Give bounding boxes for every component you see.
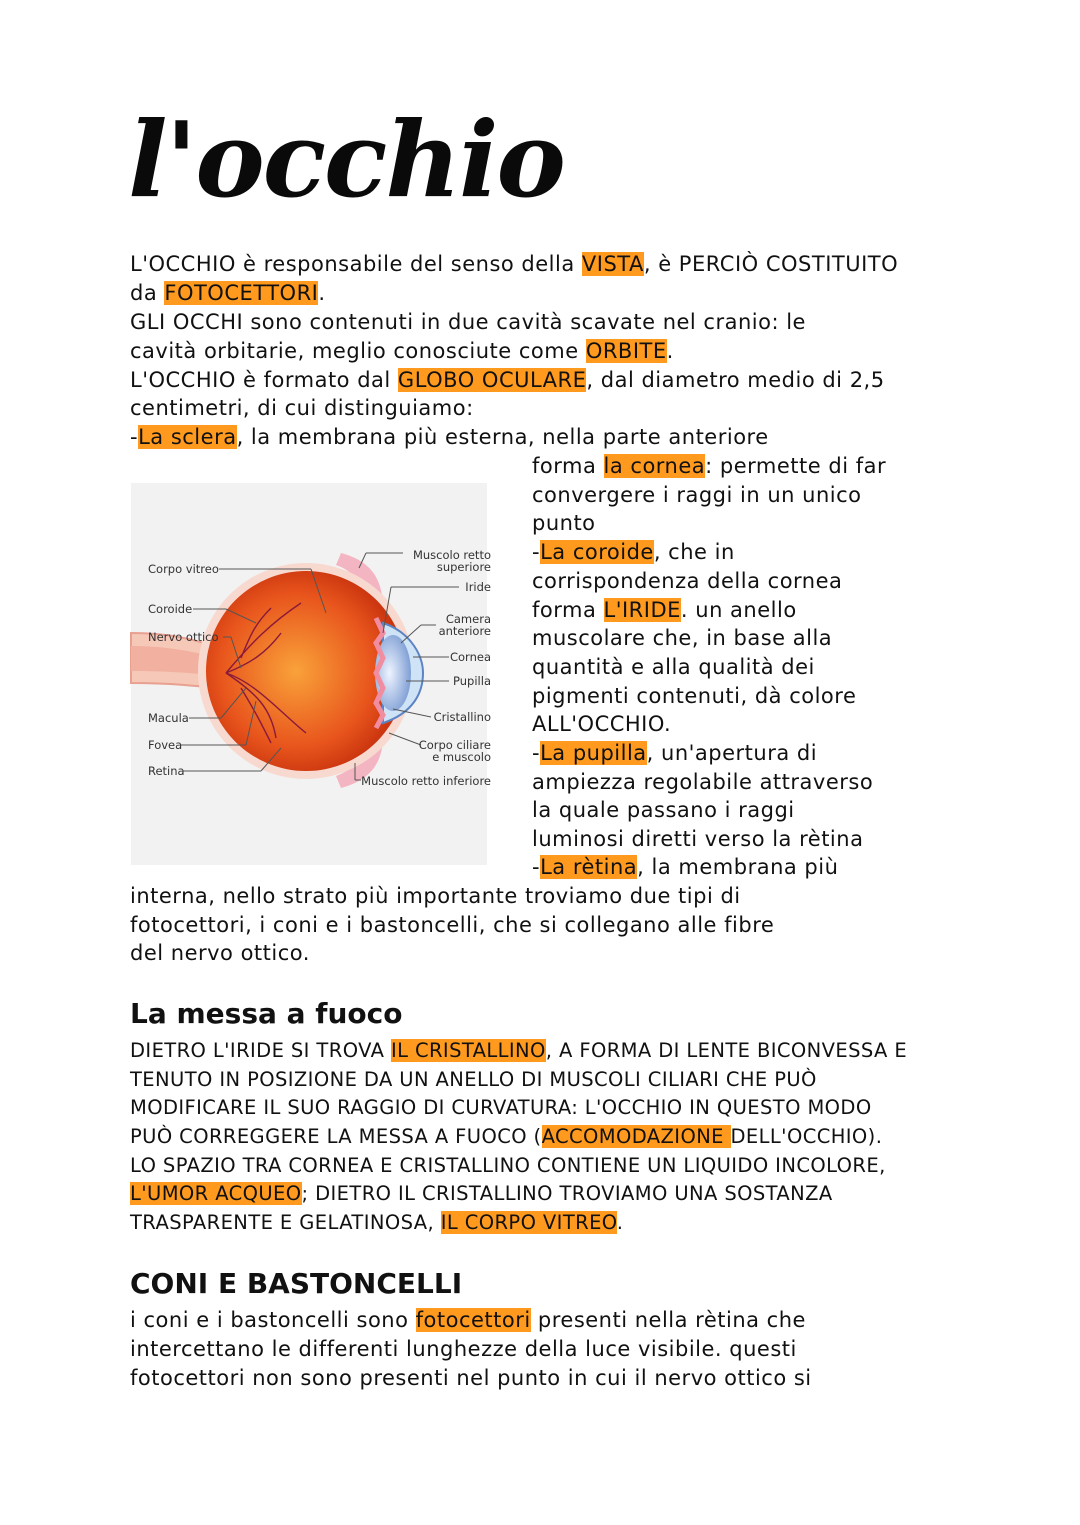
text-line: i coni e i bastoncelli sono fotocettori presenti nella rètina che bbox=[130, 1308, 806, 1332]
highlight: L'UMOR ACQUEO bbox=[130, 1182, 302, 1205]
text-line: ALL'OCCHIO. bbox=[532, 712, 672, 736]
text-line: L'UMOR ACQUEO; DIETRO IL CRISTALLINO TROVIAMO UNA SOSTANZA bbox=[130, 1182, 833, 1205]
text-line: ampiezza regolabile attraverso bbox=[532, 770, 874, 794]
label-nervo-ottico: Nervo ottico bbox=[148, 630, 219, 644]
text-line: -La pupilla, un'apertura di bbox=[532, 741, 818, 765]
text-line: -La rètina, la membrana più bbox=[532, 855, 839, 879]
label-retina: Retina bbox=[148, 764, 185, 778]
text-line: cavità orbitarie, meglio conosciute come ORBITE. bbox=[130, 339, 674, 363]
text-line: TRASPARENTE E GELATINOSA, IL CORPO VITREO. bbox=[130, 1211, 624, 1234]
label-cristallino: Cristallino bbox=[433, 710, 491, 724]
text-line: forma L'IRIDE. un anello bbox=[532, 598, 797, 622]
highlight: IL CRISTALLINO bbox=[390, 1039, 546, 1062]
text-line: muscolare che, in base alla bbox=[532, 626, 833, 650]
text-line: luminosi diretti verso la rètina bbox=[532, 827, 864, 851]
text-line: -La sclera, la membrana più esterna, nella parte anteriore bbox=[130, 425, 769, 449]
label-corpo-ciliare-1: Corpo ciliare bbox=[418, 738, 491, 752]
highlight: IL CORPO VITREO bbox=[440, 1211, 617, 1234]
label-muscolo-retto-2: superiore bbox=[436, 560, 491, 574]
highlight: la cornea bbox=[603, 454, 706, 478]
highlight: ORBITE bbox=[585, 339, 667, 363]
label-pupilla: Pupilla bbox=[453, 674, 491, 688]
text-line: fotocettori, i coni e i bastoncelli, che si collegano alle fibre bbox=[130, 913, 775, 937]
text-line: la quale passano i raggi bbox=[532, 798, 795, 822]
text-line: PUÒ CORREGGERE LA MESSA A FUOCO (ACCOMODAZIONE DELL'OCCHIO). bbox=[130, 1125, 883, 1148]
text-line: interna, nello strato più importante troviamo due tipi di bbox=[130, 884, 741, 908]
text-line: pigmenti contenuti, dà colore bbox=[532, 684, 857, 708]
text-line: da FOTOCETTORI. bbox=[130, 281, 326, 305]
text-line: convergere i raggi in un unico bbox=[532, 483, 862, 507]
text-line: fotocettori non sono presenti nel punto in cui il nervo ottico si bbox=[130, 1366, 812, 1390]
highlight: GLOBO OCULARE bbox=[397, 368, 587, 392]
highlight: La coroide bbox=[540, 540, 654, 564]
text-line: centimetri, di cui distinguiamo: bbox=[130, 396, 474, 420]
text-line: MODIFICARE IL SUO RAGGIO DI CURVATURA: L'OCCHIO IN QUESTO MODO bbox=[130, 1096, 872, 1119]
eye-diagram bbox=[131, 483, 491, 865]
label-camera-1: Camera bbox=[445, 612, 491, 626]
highlight: ACCOMODAZIONE bbox=[541, 1125, 731, 1148]
label-cornea: Cornea bbox=[449, 650, 491, 664]
page-title: l'occhio bbox=[128, 98, 564, 221]
section-heading-coni: CONI E BASTONCELLI bbox=[130, 1267, 463, 1300]
text-line: intercettano le differenti lunghezze della luce visibile. questi bbox=[130, 1337, 797, 1361]
text-line: del nervo ottico. bbox=[130, 941, 310, 965]
section-heading-focus: La messa a fuoco bbox=[130, 997, 403, 1030]
highlight: FOTOCETTORI bbox=[164, 281, 319, 305]
label-muscolo-retto-1: Muscolo retto bbox=[412, 548, 491, 562]
text-line: -La coroide, che in bbox=[532, 540, 735, 564]
highlight: La rètina bbox=[540, 855, 638, 879]
text-line: L'OCCHIO è formato dal GLOBO OCULARE, dal diametro medio di 2,5 bbox=[130, 368, 885, 392]
text-line: quantità e alla qualità dei bbox=[532, 655, 815, 679]
lens-shape bbox=[375, 635, 411, 711]
text-line: corrispondenza della cornea bbox=[532, 569, 843, 593]
highlight: La sclera bbox=[138, 425, 237, 449]
text-line: DIETRO L'IRIDE SI TROVA IL CRISTALLINO, A FORMA DI LENTE BICONVESSA E bbox=[130, 1039, 908, 1062]
highlight: fotocettori bbox=[415, 1308, 531, 1332]
label-coroide: Coroide bbox=[148, 602, 193, 616]
text-line: L'OCCHIO è responsabile del senso della VISTA, è PERCIÒ COSTITUITO bbox=[130, 252, 899, 276]
label-fovea: Fovea bbox=[148, 738, 183, 752]
highlight: L'IRIDE bbox=[603, 598, 681, 622]
label-corpo-ciliare-2: e muscolo bbox=[432, 750, 491, 764]
label-macula: Macula bbox=[148, 711, 189, 725]
label-iride: Iride bbox=[465, 580, 491, 594]
text-line: LO SPAZIO TRA CORNEA E CRISTALLINO CONTIENE UN LIQUIDO INCOLORE, bbox=[130, 1154, 886, 1177]
text-line: forma la cornea: permette di far bbox=[532, 454, 887, 478]
text-line: TENUTO IN POSIZIONE DA UN ANELLO DI MUSCOLI CILIARI CHE PUÒ bbox=[130, 1068, 817, 1091]
highlight: VISTA bbox=[581, 252, 644, 276]
label-muscolo-inferiore: Muscolo retto inferiore bbox=[361, 774, 491, 788]
label-corpo-vitreo: Corpo vitreo bbox=[148, 562, 219, 576]
text-line: GLI OCCHI sono contenuti in due cavità scavate nel cranio: le bbox=[130, 310, 806, 334]
label-camera-2: anteriore bbox=[438, 624, 491, 638]
text-line: punto bbox=[532, 511, 596, 535]
highlight: La pupilla bbox=[540, 741, 647, 765]
